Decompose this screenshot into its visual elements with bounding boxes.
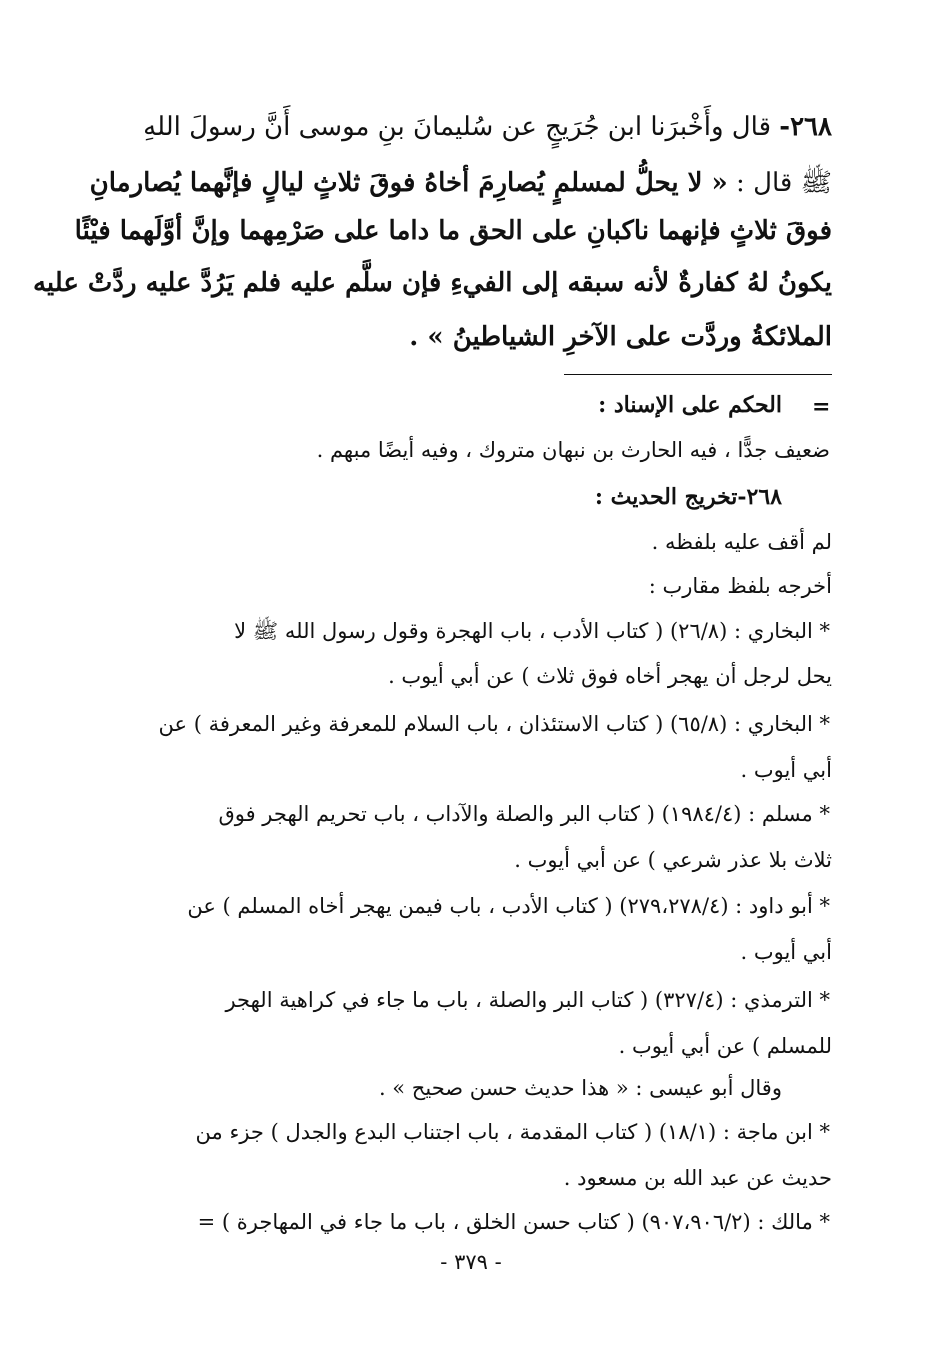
ruling-text: ضعيف جدًّا ، فيه الحارث بن نبهان متروك ، وفيه أيضًا مبهم .: [316, 438, 830, 462]
footnote-divider: [564, 374, 832, 375]
hadith-line-3: فوقَ ثلاثٍ فإنهما ناكبانِ على الحق ما داما على صَرْمِهما وإنَّ أوَّلَهما فيْئًا: [74, 216, 832, 246]
ref-tirmidhi-b: للمسلم ) عن أبي أيوب .: [618, 1034, 832, 1058]
tirmidhi-grading: وقال أبو عيسى : « هذا حديث حسن صحيح » .: [378, 1076, 782, 1100]
continuation-marker: =: [812, 394, 831, 420]
ref-muslim-a: * مسلم : (١٩٨٤/٤) ( كتاب البر والصلة والآداب ، باب تحريم الهجر فوق: [218, 802, 830, 826]
hadith-number: ٢٦٨-: [779, 112, 832, 142]
takhrij-heading: ٢٦٨-تخريج الحديث :: [594, 484, 782, 510]
ref-bukhari-2-a: * البخاري : (٦٥/٨) ( كتاب الاستئذان ، باب السلام للمعرفة وغير المعرفة ) عن: [158, 712, 830, 736]
hadith-intro: قال وأَخْبرَنا ابن جُرَيجٍ عن سُليمانَ بنِ موسى أَنَّ رسولَ اللهِ: [143, 112, 780, 142]
takhrij-line-1: لم أقف عليه بلفظه .: [651, 530, 832, 554]
ref-abudawud-a: * أبو داود : (٢٧٩،٢٧٨/٤) ( كتاب الأدب ، باب فيمن يهجر أخاه المسلم ) عن: [187, 894, 830, 918]
hadith-line-2: [90, 166, 832, 204]
hadith-line-4: يكونُ لهُ كفارةٌ لأنه سبقه إلى الفيءِ فإن سلَّم عليه فلم يَرُدَّ عليه ردَّتْ عليه: [32, 268, 832, 298]
ref-muslim-b: ثلاث بلا عذر شرعي ) عن أبي أيوب .: [514, 848, 832, 872]
takhrij-line-2: أخرجه بلفظ مقارب :: [648, 574, 832, 598]
ruling-heading: الحكم على الإسناد :: [598, 392, 782, 418]
page-number: - ٣٧٩ -: [440, 1250, 502, 1274]
ref-malik: * مالك : (٩٠٧،٩٠٦/٢) ( كتاب حسن الخلق ، باب ما جاء في المهاجرة ) =: [197, 1210, 830, 1234]
hadith-line-5: الملائكةُ وردَّت على الآخرِ الشياطينُ » .: [409, 322, 832, 352]
ref-tirmidhi-a: * الترمذي : (٣٢٧/٤) ( كتاب البر والصلة ، باب ما جاء في كراهية الهجر: [225, 988, 830, 1012]
ref-abudawud-b: أبي أيوب .: [740, 940, 832, 964]
hadith-matn-start: « لا يحلُّ لمسلمٍ يُصارِمَ أخاهُ فوقَ ثلاثٍ ليالٍ فإنَّهما يُصارمانِ: [89, 168, 728, 198]
ref-ibnmajah-a: * ابن ماجة : (١٨/١) ( كتاب المقدمة ، باب اجتناب البدع والجدل ) جزء من: [195, 1120, 830, 1144]
hadith-qala: ﷺ قال :: [727, 168, 832, 198]
ref-bukhari-2-b: أبي أيوب .: [740, 758, 832, 782]
ref-ibnmajah-b: حديث عن عبد الله بن مسعود .: [563, 1166, 832, 1190]
ref-bukhari-1-b: يحل لرجل أن يهجر أخاه فوق ثلاث ) عن أبي أيوب .: [388, 664, 832, 688]
hadith-line-1: [143, 112, 832, 142]
ref-bukhari-1-a: * البخاري : (٢٦/٨) ( كتاب الأدب ، باب الهجرة وقول رسول الله ﷺ لا: [234, 619, 830, 643]
